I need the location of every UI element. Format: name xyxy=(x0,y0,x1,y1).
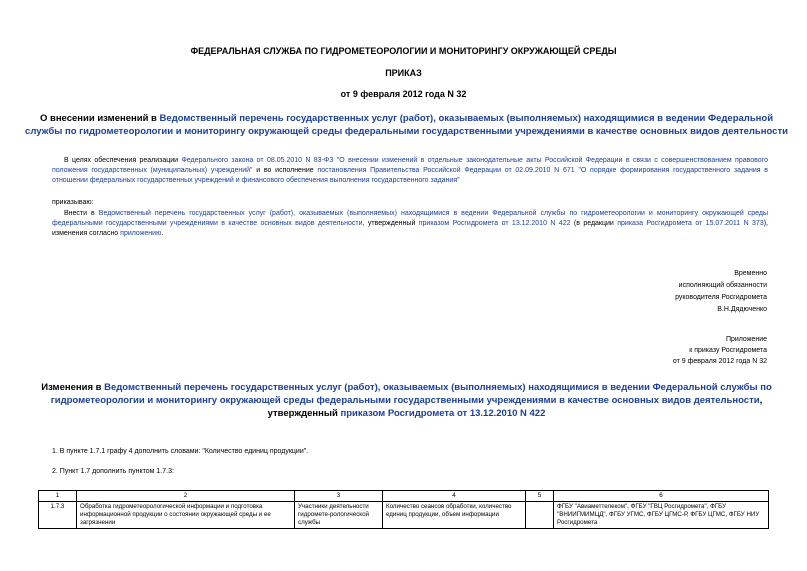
table-cell-empty xyxy=(526,502,554,529)
order-373-link[interactable]: приказа Росгидромета от 15.07.2011 N 373 xyxy=(617,220,764,227)
change-item-1: 1. В пункте 1.7.1 графу 4 дополнить словами: "Количество единиц продукции". xyxy=(52,448,309,455)
body-text-5: . xyxy=(161,230,164,237)
services-table xyxy=(38,490,769,529)
changes-list-link[interactable]: Ведомственный перечень государственных услуг (работ), оказываемых (выполняемых) находящимися в ведении Федеральной службы по гидрометеорологии и мониторингу окружающей среды федеральными государственными учреждениями в качестве основных видов деятельности xyxy=(50,382,772,406)
order-body-paragraph xyxy=(52,209,768,239)
agency-header: ФЕДЕРАЛЬНАЯ СЛУЖБА ПО ГИДРОМЕТЕОРОЛОГИИ И МОНИТОРИНГУ ОКРУЖАЮЩЕЙ СРЕДЫ xyxy=(190,46,617,56)
column-number: 6 xyxy=(554,491,769,502)
appendix-line: Приложение xyxy=(725,336,767,343)
appendix-link[interactable]: приложению xyxy=(120,230,162,237)
signature-line: В.Н.Дядюченко xyxy=(717,306,767,313)
signature-line: руководителя Росгидромета xyxy=(675,294,767,301)
table-cell-consumers: Участники деятельности гидромете-рологической службы xyxy=(295,502,383,529)
change-item-2: 2. Пункт 1.7 дополнить пунктом 1.7.3: xyxy=(52,468,174,475)
changes-title xyxy=(24,381,789,420)
body-text-4: ), изменения согласно xyxy=(52,220,768,237)
departmental-list-link[interactable]: Ведомственный перечень государственных услуг (работ), оказываемых (выполняемых) находящимися в ведении Федеральной службы по гидрометеорологии и мониторингу окружающей среды федеральными государственными учреждениями в качестве основных видов деятельности xyxy=(52,210,769,227)
body-text-1: Внести в xyxy=(64,210,99,217)
signature-block xyxy=(675,268,767,316)
federal-law-link[interactable]: Федерального закона от 08.05.2010 N 83-ФЗ "О внесении изменений в отдельные законодательные акты Российской Федерации в связи с совершенствованием правового положения государственных (муниципальных) учреждений" xyxy=(52,157,768,174)
body-text-3: (в редакции xyxy=(570,220,618,227)
preamble-text-2: и во исполнение xyxy=(252,167,318,174)
preamble-text-1: В целях обеспечения реализации xyxy=(64,157,182,164)
order-title-link[interactable]: Ведомственный перечень государственных услуг (работ), оказываемых (выполняемых) находящимися в ведении Федеральной службы по гидрометеорологии и мониторингу окружающей среды федеральными государственными учреждениями в качестве основных видов деятельности xyxy=(25,113,788,137)
column-number: 2 xyxy=(77,491,295,502)
body-text-2: , утвержденный xyxy=(362,220,419,227)
order-422-link[interactable]: приказом Росгидромета от 13.12.2010 N 422 xyxy=(418,220,571,227)
government-decree-link[interactable]: постановления Правительства Российской Федерации от 02.09.2010 N 671 "О порядке формирования государственного задания в отношении федеральных государственных учреждений и финансового обеспечения выполнения государственного задания" xyxy=(52,167,768,184)
table-header-row xyxy=(39,491,769,502)
changes-order-422-link[interactable]: приказом Росгидромета от 13.12.2010 N 422 xyxy=(340,408,546,419)
table-row xyxy=(39,502,769,529)
table-cell-indicators: Количество сеансов обработки, количество единиц продукции, объем информации xyxy=(383,502,526,529)
order-word: приказываю: xyxy=(52,199,94,206)
signature-line: исполняющий обязанности xyxy=(678,282,767,289)
order-title-prefix: О внесении изменений в xyxy=(39,113,160,124)
order-title xyxy=(24,112,789,138)
table-cell-service: Обработка гидрометеорологической информации и подготовка информационной продукции о состоянии окружающей среды и ее загрязнении xyxy=(77,502,295,529)
document-type: ПРИКАЗ xyxy=(385,68,422,78)
appendix-line: от 9 февраля 2012 года N 32 xyxy=(672,358,767,365)
changes-title-prefix: Изменения в xyxy=(41,382,105,393)
column-number: 3 xyxy=(295,491,383,502)
appendix-reference xyxy=(673,334,767,367)
signature-line: Временно xyxy=(734,270,767,277)
preamble-paragraph xyxy=(52,156,768,186)
column-number: 5 xyxy=(526,491,554,502)
table-cell-institutions: ФГБУ "Авиаметтелеком", ФГБУ "ГВЦ Росгидромета", ФГБУ "ВНИИГМИМЦД", ФГБУ УГМС, ФГБУ ЦГМС-Р, ФГБУ ЦГМС, ФГБУ НИУ Росгидромета xyxy=(554,502,769,529)
column-number: 1 xyxy=(39,491,77,502)
column-number: 4 xyxy=(383,491,526,502)
changes-title-mid: , утвержденный xyxy=(267,395,763,419)
table-cell-code: 1.7.3 xyxy=(39,502,77,529)
appendix-line: к приказу Росгидромета xyxy=(689,347,767,354)
document-date: от 9 февраля 2012 года N 32 xyxy=(340,89,467,99)
